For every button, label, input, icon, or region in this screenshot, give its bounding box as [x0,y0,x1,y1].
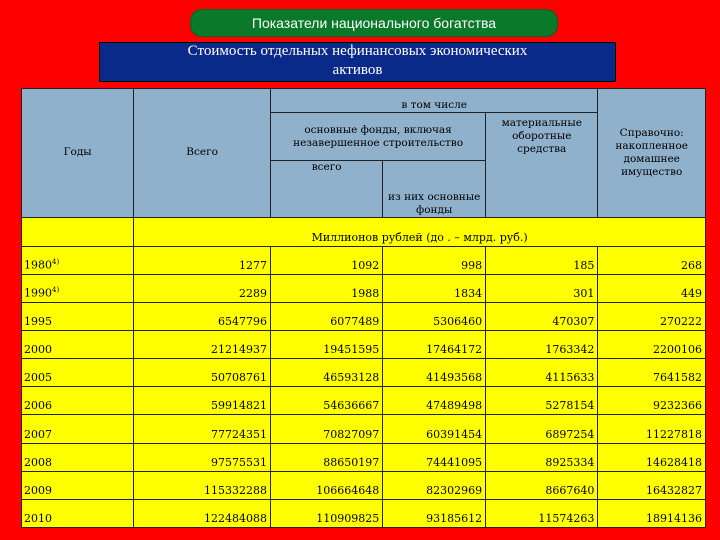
year-cell [22,415,134,443]
material-cell: 8925334 [486,443,598,471]
fixed-total-cell: 54636667 [271,387,383,415]
year-cell [22,359,134,387]
year-value: 2010 [24,512,52,525]
year-cell [22,499,134,527]
table-row [22,387,706,415]
year-value: 2005 [24,371,52,385]
footnote-marker: 4) [52,258,60,267]
household-cell: 16432827 [598,471,706,499]
year-value: 2006 [24,399,52,413]
header-fixed-of-which: из них основные фонды [383,161,486,217]
unit-row-spacer [22,217,134,246]
material-cell: 4115633 [486,359,598,387]
material-cell: 11574263 [486,499,598,527]
fixed-only-cell: 93185612 [383,499,486,527]
material-cell: 185 [486,246,598,274]
household-cell: 7641582 [598,359,706,387]
household-cell: 9232366 [598,387,706,415]
fixed-total-cell: 110909825 [271,499,383,527]
material-cell: 5278154 [486,387,598,415]
year-cell [22,274,134,302]
header-total: Всего [134,89,271,218]
year-value: 2008 [24,455,52,469]
fixed-only-cell: 60391454 [383,415,486,443]
table-title [99,42,616,82]
year-value: 2009 [24,483,52,497]
fixed-only-cell: 998 [383,246,486,274]
material-cell: 8667640 [486,471,598,499]
fixed-total-cell: 88650197 [271,443,383,471]
total-cell: 122484088 [134,499,271,527]
total-cell: 1277 [134,246,271,274]
fixed-total-cell: 6077489 [271,302,383,330]
material-cell: 6897254 [486,415,598,443]
table-row [22,302,706,330]
fixed-only-cell: 1834 [383,274,486,302]
total-cell: 6547796 [134,302,271,330]
year-value: 2000 [24,343,52,357]
year-cell [22,246,134,274]
year-value: 1990 [24,286,52,300]
total-cell: 50708761 [134,359,271,387]
fixed-only-cell: 17464172 [383,331,486,359]
header-reference: Справочно: накопленное домашнее имущество [598,89,706,218]
total-cell: 77724351 [134,415,271,443]
household-cell: 18914136 [598,499,706,527]
header-incl-group: в том числе [271,89,598,113]
banner-title: Показатели национального богатства [251,15,497,31]
household-cell: 270222 [598,302,706,330]
fixed-total-cell: 1988 [271,274,383,302]
fixed-total-cell: 46593128 [271,359,383,387]
fixed-total-cell: 106664648 [271,471,383,499]
year-value: 1995 [24,315,52,329]
header-years: Годы [22,89,134,218]
header-fixed-assets: основные фонды, включая незавершенное строительство [271,113,486,161]
year-cell [22,387,134,415]
material-cell: 301 [486,274,598,302]
total-cell: 115332288 [134,471,271,499]
table-row [22,471,706,499]
header-fixed-total: всего [271,161,383,217]
table-row [22,443,706,471]
fixed-total-cell: 1092 [271,246,383,274]
year-cell [22,443,134,471]
fixed-only-cell: 74441095 [383,443,486,471]
table-title-line1: Стоимость отдельных нефинансовых экономических [187,43,528,59]
year-value: 1980 [24,258,52,272]
fixed-only-cell: 47489498 [383,387,486,415]
total-cell: 2289 [134,274,271,302]
year-value: 2007 [24,427,52,441]
table-row [22,331,706,359]
table-row [22,499,706,527]
household-cell: 2200106 [598,331,706,359]
header-material-assets: материальные оборотные средства [486,113,598,217]
household-cell: 14628418 [598,443,706,471]
table-title-line2: активов [332,62,383,78]
total-cell: 97575531 [134,443,271,471]
table-row [22,274,706,302]
assets-table [21,88,706,528]
fixed-only-cell: 5306460 [383,302,486,330]
household-cell: 449 [598,274,706,302]
year-cell [22,302,134,330]
fixed-only-cell: 41493568 [383,359,486,387]
table-row [22,246,706,274]
household-cell: 11227818 [598,415,706,443]
footnote-marker: 4) [52,286,60,295]
year-cell [22,331,134,359]
table-row [22,415,706,443]
slide-banner [190,9,558,37]
unit-label: Миллионов рублей (до . – млрд. руб.) [134,217,706,246]
table-row [22,359,706,387]
fixed-total-cell: 19451595 [271,331,383,359]
total-cell: 21214937 [134,331,271,359]
year-cell [22,471,134,499]
total-cell: 59914821 [134,387,271,415]
material-cell: 470307 [486,302,598,330]
household-cell: 268 [598,246,706,274]
material-cell: 1763342 [486,331,598,359]
fixed-total-cell: 70827097 [271,415,383,443]
assets-table-container [21,88,706,528]
fixed-only-cell: 82302969 [383,471,486,499]
